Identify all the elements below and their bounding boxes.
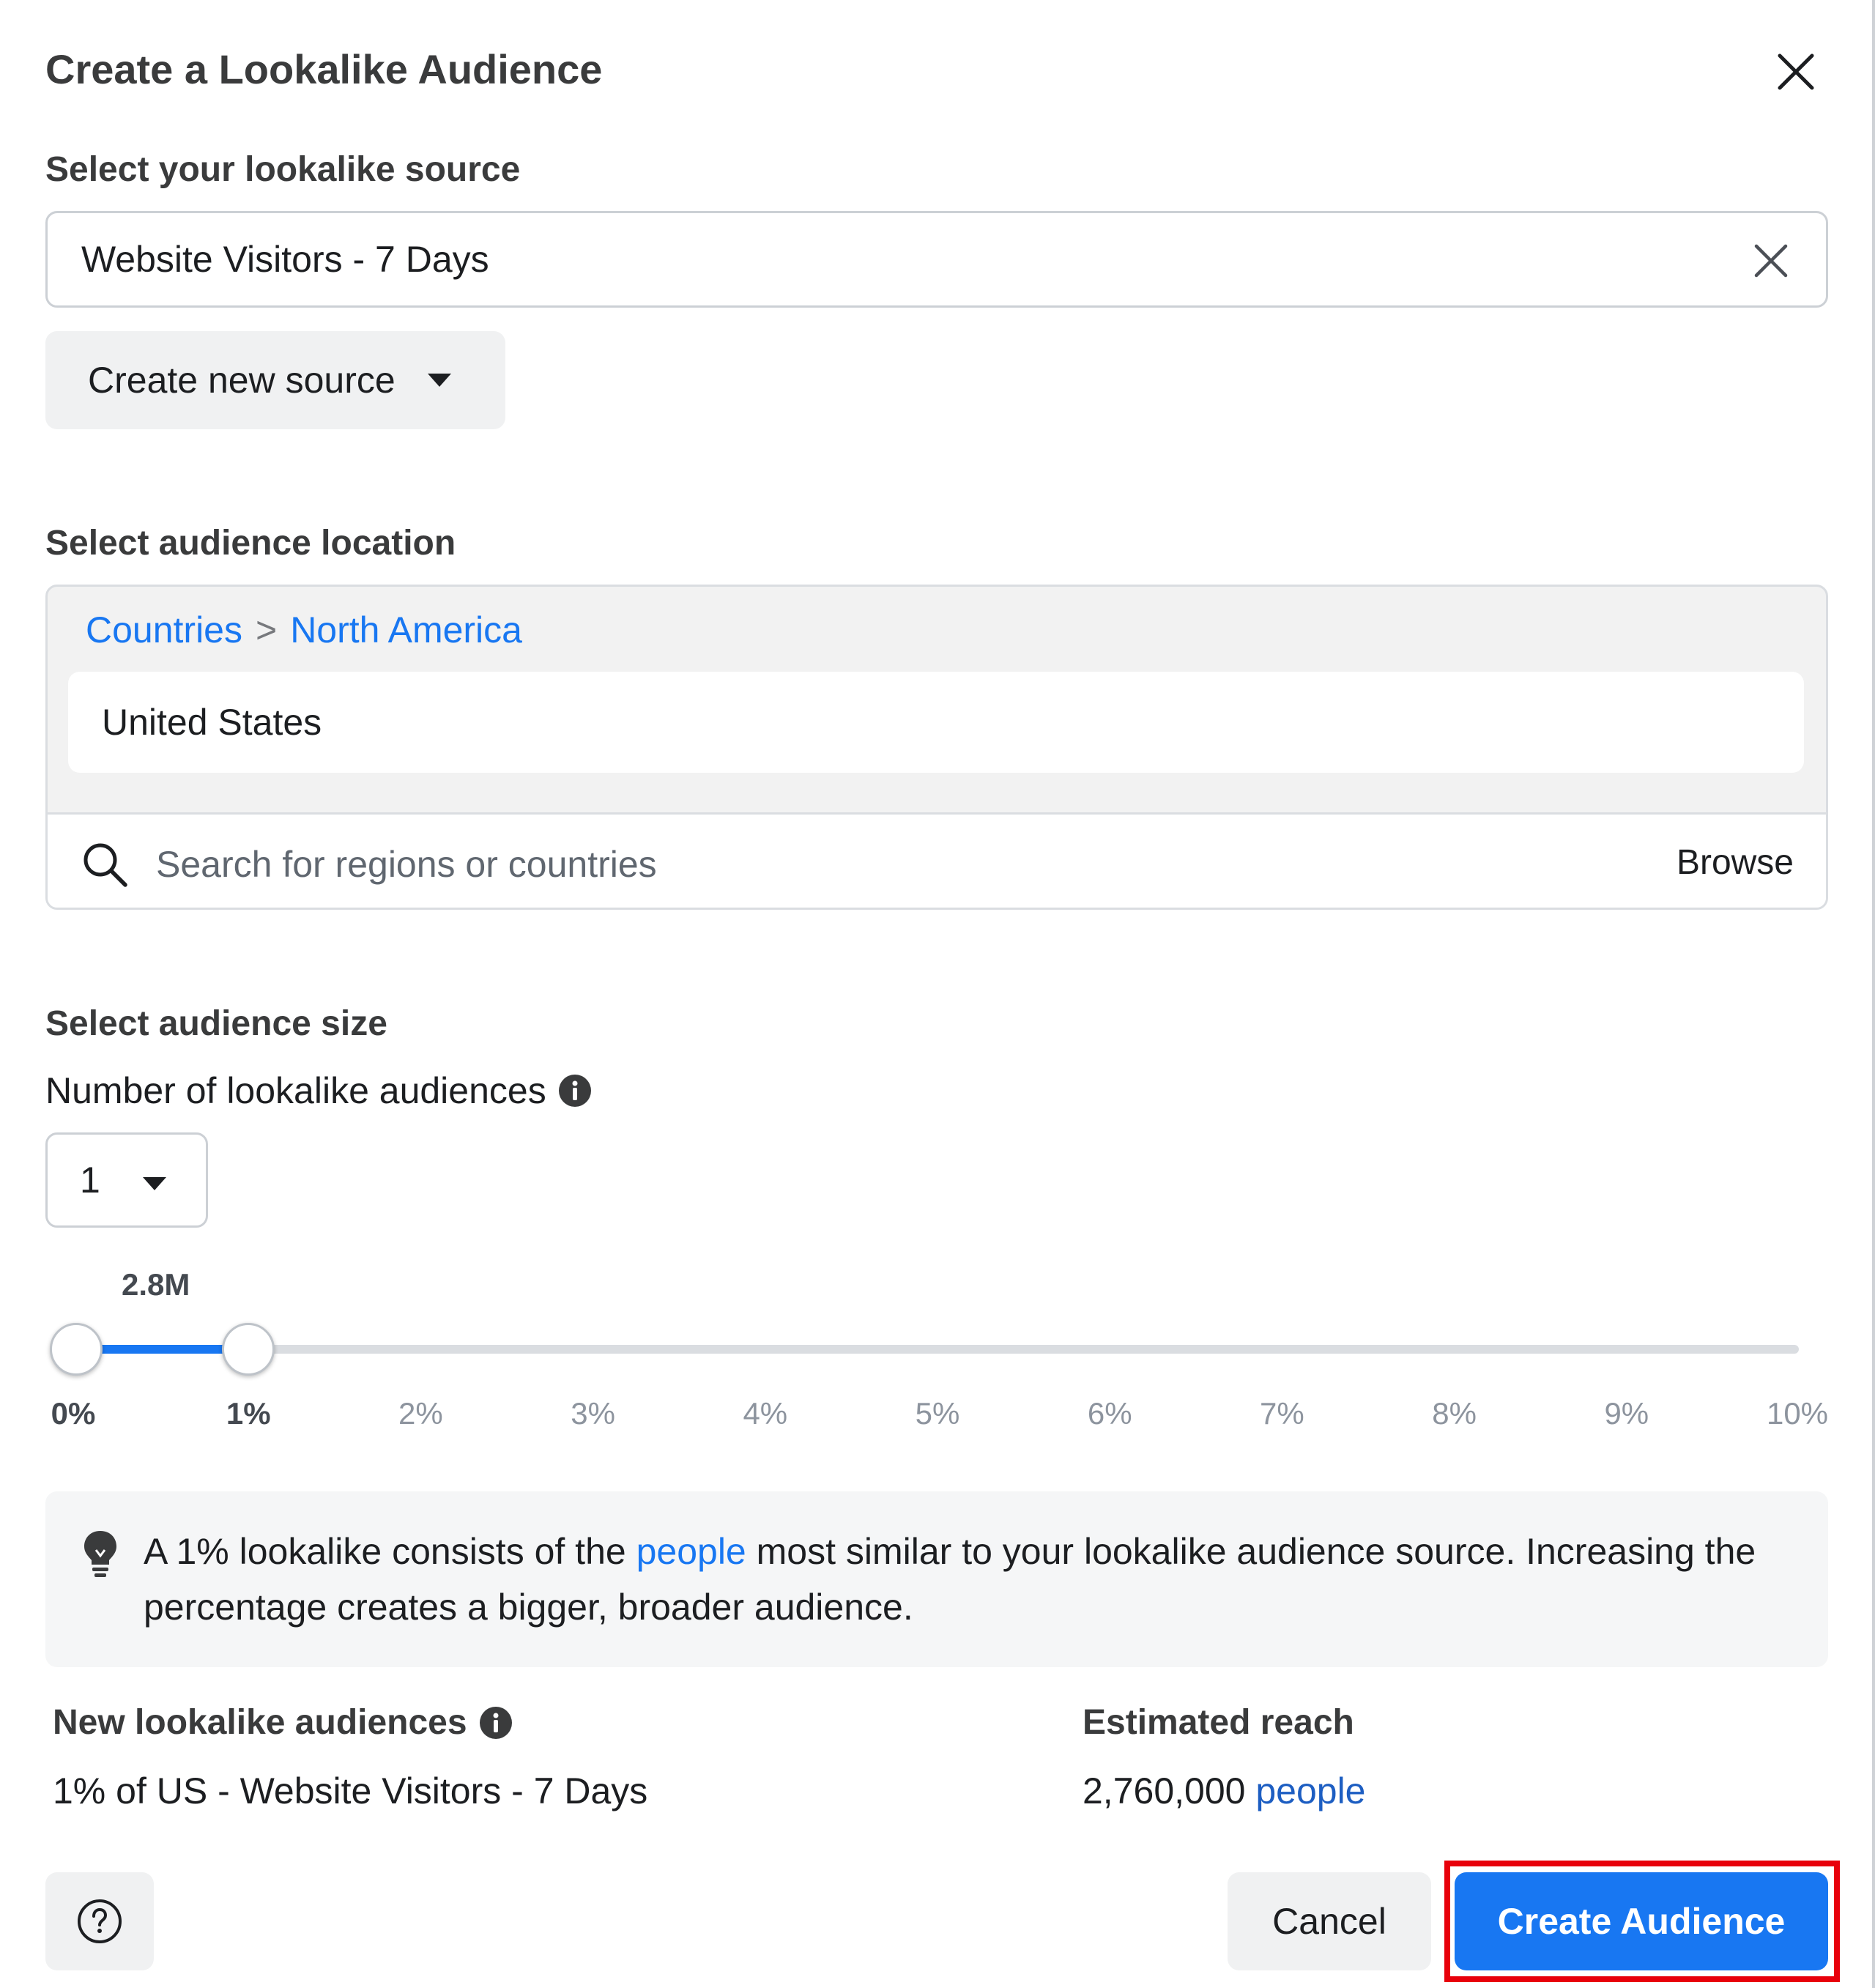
source-value: Website Visitors - 7 Days — [81, 239, 489, 280]
create-audience-button[interactable] — [1455, 1872, 1828, 1970]
location-search-input[interactable] — [156, 832, 1548, 897]
clear-source-button[interactable] — [1745, 235, 1797, 286]
chevron-down-icon — [143, 1177, 166, 1190]
breadcrumb-separator: > — [256, 609, 278, 650]
new-audiences-value: 1% of US - Website Visitors - 7 Days — [53, 1770, 648, 1811]
cancel-button[interactable] — [1228, 1872, 1431, 1970]
create-audience-button-label: Create Audience — [1497, 1901, 1786, 1942]
tip-text-before: A 1% lookalike consists of the — [144, 1531, 636, 1572]
slider-tick-label: 2% — [398, 1396, 443, 1431]
slider-tick-label: 8% — [1432, 1396, 1477, 1431]
search-icon — [80, 839, 130, 889]
slider-tick-label: 5% — [915, 1396, 960, 1431]
breadcrumb-countries[interactable]: Countries — [86, 609, 242, 650]
slider-tick-label: 0% — [51, 1396, 96, 1431]
slider-tick-label: 6% — [1087, 1396, 1132, 1431]
location-section-label: Select audience location — [45, 524, 456, 563]
new-audiences-heading — [53, 1702, 513, 1743]
dialog-title: Create a Lookalike Audience — [45, 46, 603, 92]
slider-tick-label: 1% — [226, 1396, 271, 1431]
estimated-reach-number: 2,760,000 — [1083, 1770, 1246, 1811]
tip-people-link[interactable]: people — [636, 1531, 746, 1572]
tip-text-after: most similar to your lookalike audience source. Increasing the percentage creates a bigger, broader audience. — [144, 1531, 1756, 1628]
slider-tick-label: 3% — [571, 1396, 615, 1431]
size-section-label: Select audience size — [45, 1004, 387, 1043]
close-icon — [1777, 53, 1815, 91]
info-icon[interactable] — [558, 1074, 592, 1108]
tip-box — [45, 1491, 1828, 1667]
lightbulb-icon — [81, 1528, 120, 1579]
selected-country-item[interactable] — [68, 672, 1804, 773]
slider-tick-label: 7% — [1260, 1396, 1304, 1431]
number-of-audiences-text: Number of lookalike audiences — [45, 1070, 546, 1111]
location-search-row — [48, 812, 1826, 910]
number-of-audiences-value: 1 — [80, 1160, 100, 1201]
number-of-audiences-select[interactable] — [45, 1132, 208, 1228]
slider-start-handle[interactable] — [50, 1323, 103, 1376]
breadcrumb — [86, 609, 522, 651]
slider-tick-label: 4% — [743, 1396, 788, 1431]
audience-size-slider-track[interactable] — [76, 1345, 1799, 1354]
estimated-reach-heading-text: Estimated reach — [1083, 1703, 1354, 1742]
help-icon — [76, 1898, 123, 1945]
location-box — [45, 585, 1828, 910]
estimated-reach-value — [1083, 1770, 1366, 1812]
chevron-down-icon — [428, 374, 451, 387]
help-button[interactable] — [45, 1872, 154, 1970]
cancel-button-label: Cancel — [1272, 1901, 1386, 1942]
new-audiences-heading-text: New lookalike audiences — [53, 1703, 467, 1742]
breadcrumb-north-america[interactable]: North America — [290, 609, 522, 650]
lookalike-source-field[interactable] — [45, 211, 1828, 308]
selected-country-label: United States — [102, 702, 322, 743]
estimated-reach-heading — [1083, 1702, 1354, 1743]
slider-end-handle[interactable] — [222, 1323, 275, 1376]
info-icon[interactable] — [479, 1706, 513, 1740]
create-new-source-button[interactable] — [45, 331, 505, 429]
slider-reach-label: 2.8M — [122, 1267, 190, 1302]
slider-tick-label: 10% — [1766, 1396, 1829, 1431]
clear-icon — [1753, 243, 1789, 278]
slider-tick-label: 9% — [1604, 1396, 1649, 1431]
number-of-audiences-label — [45, 1069, 592, 1112]
tip-text — [144, 1524, 1799, 1635]
browse-button[interactable]: Browse — [1676, 843, 1794, 882]
create-new-source-label: Create new source — [88, 360, 396, 401]
close-button[interactable] — [1770, 45, 1822, 98]
estimated-reach-people-link[interactable]: people — [1255, 1770, 1366, 1811]
source-section-label: Select your lookalike source — [45, 150, 521, 189]
